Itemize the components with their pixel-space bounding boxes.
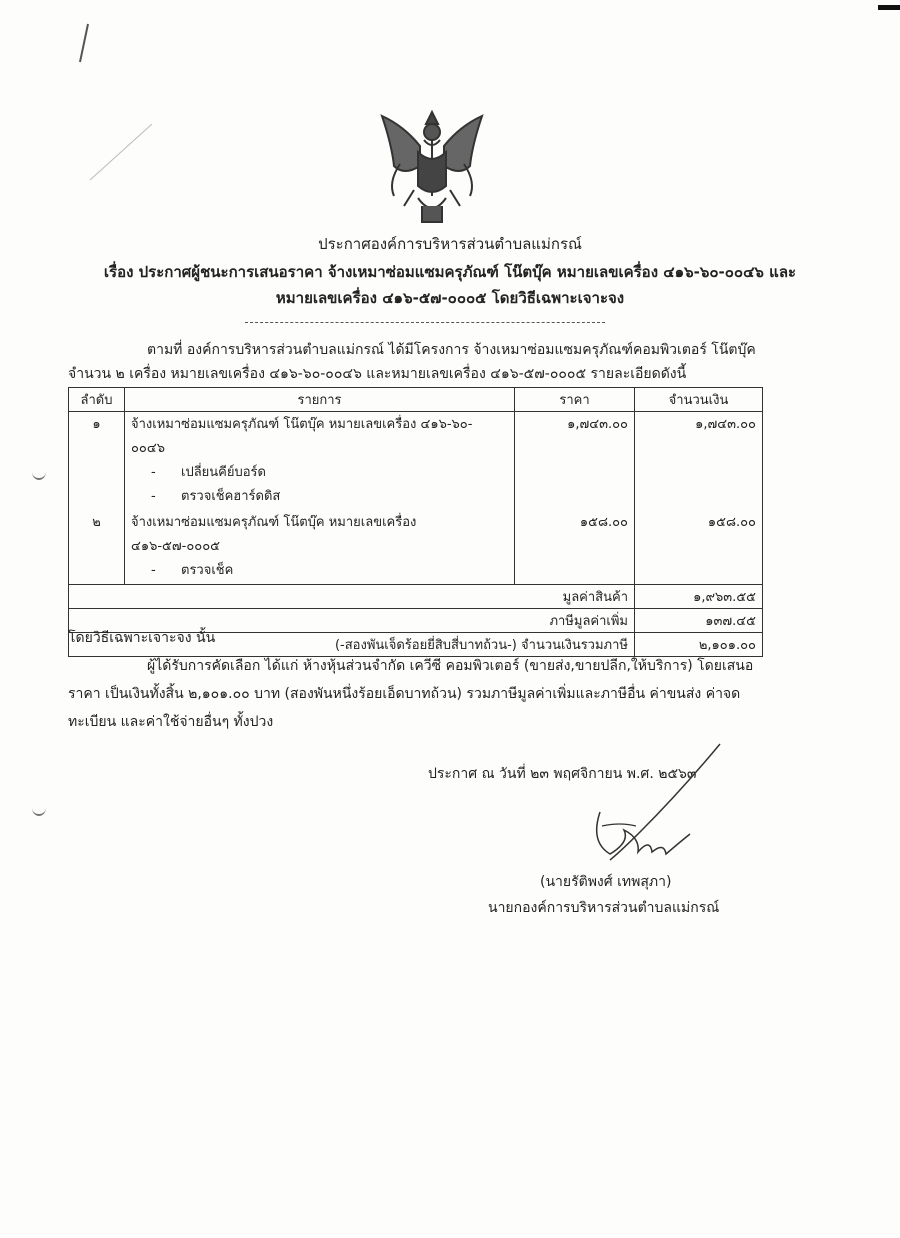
row-amount: ๑๕๘.๐๐ [635,510,763,585]
goods-value: ๑,๙๖๓.๕๕ [635,585,763,609]
goods-value-label: มูลค่าสินค้า [69,585,635,609]
subject-line-1: เรื่อง ประกาศผู้ชนะการเสนอราคา จ้างเหมาซ่อมแซมครุภัณฑ์ โน๊ตบุ๊ค หมายเลขเครื่อง ๔๑๖-๖๐-๐๐๔๖ และ [103,263,797,281]
table-row [69,412,763,511]
intro-line-2: จำนวน ๒ เครื่อง หมายเลขเครื่อง ๔๑๖-๖๐-๐๐๔๖ และหมายเลขเครื่อง ๔๑๖-๕๗-๐๐๐๕ รายละเอียดดังนี้ [68,366,687,382]
total-in-words: (-สองพันเจ็ดร้อยยี่สิบสี่บาทถ้วน-) [334,638,517,653]
total-value: ๒,๑๐๑.๐๐ [635,633,763,657]
row-price: ๑๕๘.๐๐ [515,510,635,585]
sub-item: - ตรวจเช็ค [151,563,234,578]
garuda-emblem-icon [374,106,490,228]
row-item [125,412,515,511]
row-no: ๑ [69,412,125,511]
row-no: ๒ [69,510,125,585]
item-desc-line-2: ๐๐๔๖ [131,441,165,456]
method-text: โดยวิธีเฉพาะเจาะจง นั้น [68,630,216,646]
total-label: จำนวนเงินรวมภาษี [521,638,628,653]
vat-value: ๑๓๗.๔๕ [635,609,763,633]
row-item [125,510,515,585]
row-price: ๑,๗๔๓.๐๐ [515,412,635,511]
header-divider [245,322,605,323]
intro-line-1: ตามที่ องค์การบริหารส่วนตำบลแม่กรณ์ ได้มีโครงการ จ้างเหมาซ่อมแซมครุภัณฑ์คอมพิวเตอร์ โน๊ตบุ๊ค [147,342,756,358]
winner-line-2: ราคา เป็นเงินทั้งสิ้น ๒,๑๐๑.๐๐ บาท (สองพันหนึ่งร้อยเอ็ดบาทถ้วน) รวมภาษีมูลค่าเพิ่มและภาษีอื่น ค่าขนส่ง ค่าจด [68,686,741,702]
scan-edge-mark [878,5,900,10]
pen-mark-decoration [70,20,170,200]
winner-line-1: ผู้ได้รับการคัดเลือก ได้แก่ ห้างหุ้นส่วนจำกัด เควีซี คอมพิวเตอร์ (ขายส่ง,ขายปลีก,ให้บริการ) โดยเสนอ [147,658,754,674]
col-header-amount: จำนวนเงิน [635,388,763,412]
item-desc-line-1: จ้างเหมาซ่อมแซมครุภัณฑ์ โน๊ตบุ๊ค หมายเลขเครื่อง ๔๑๖-๖๐- [131,417,473,432]
winner-line-3: ทะเบียน และค่าใช้จ่ายอื่นๆ ทั้งปวง [68,714,274,730]
col-header-price: ราคา [515,388,635,412]
sub-item: - เปลี่ยนคีย์บอร์ด [151,465,266,480]
vat-label: ภาษีมูลค่าเพิ่ม [69,609,635,633]
col-header-no: ลำดับ [69,388,125,412]
table-header-row [69,388,763,412]
announcement-title: ประกาศองค์การบริหารส่วนตำบลแม่กรณ์ [318,235,582,253]
binder-hole [32,464,46,480]
binder-hole [32,800,46,816]
handwritten-signature [580,742,730,872]
announce-date: ประกาศ ณ วันที่ ๒๓ พฤศจิกายน พ.ศ. ๒๕๖๓ [428,766,697,782]
col-header-item: รายการ [125,388,515,412]
row-amount: ๑,๗๔๓.๐๐ [635,412,763,511]
signer-name: (นายรัติพงศ์ เทพสุภา) [540,874,672,890]
table-row [69,510,763,585]
subject-line-2: หมายเลขเครื่อง ๔๑๖-๕๗-๐๐๐๕ โดยวิธีเฉพาะเจาะจง [275,289,625,307]
item-desc-line-1: จ้างเหมาซ่อมแซมครุภัณฑ์ โน๊ตบุ๊ค หมายเลขเครื่อง ๔๑๖-๕๗-๐๐๐๕ [131,515,417,554]
items-table [68,387,763,657]
goods-value-row [69,585,763,609]
sub-item: - ตรวจเช็คฮาร์ดดิส [151,489,281,504]
signer-position: นายกองค์การบริหารส่วนตำบลแม่กรณ์ [488,900,720,916]
